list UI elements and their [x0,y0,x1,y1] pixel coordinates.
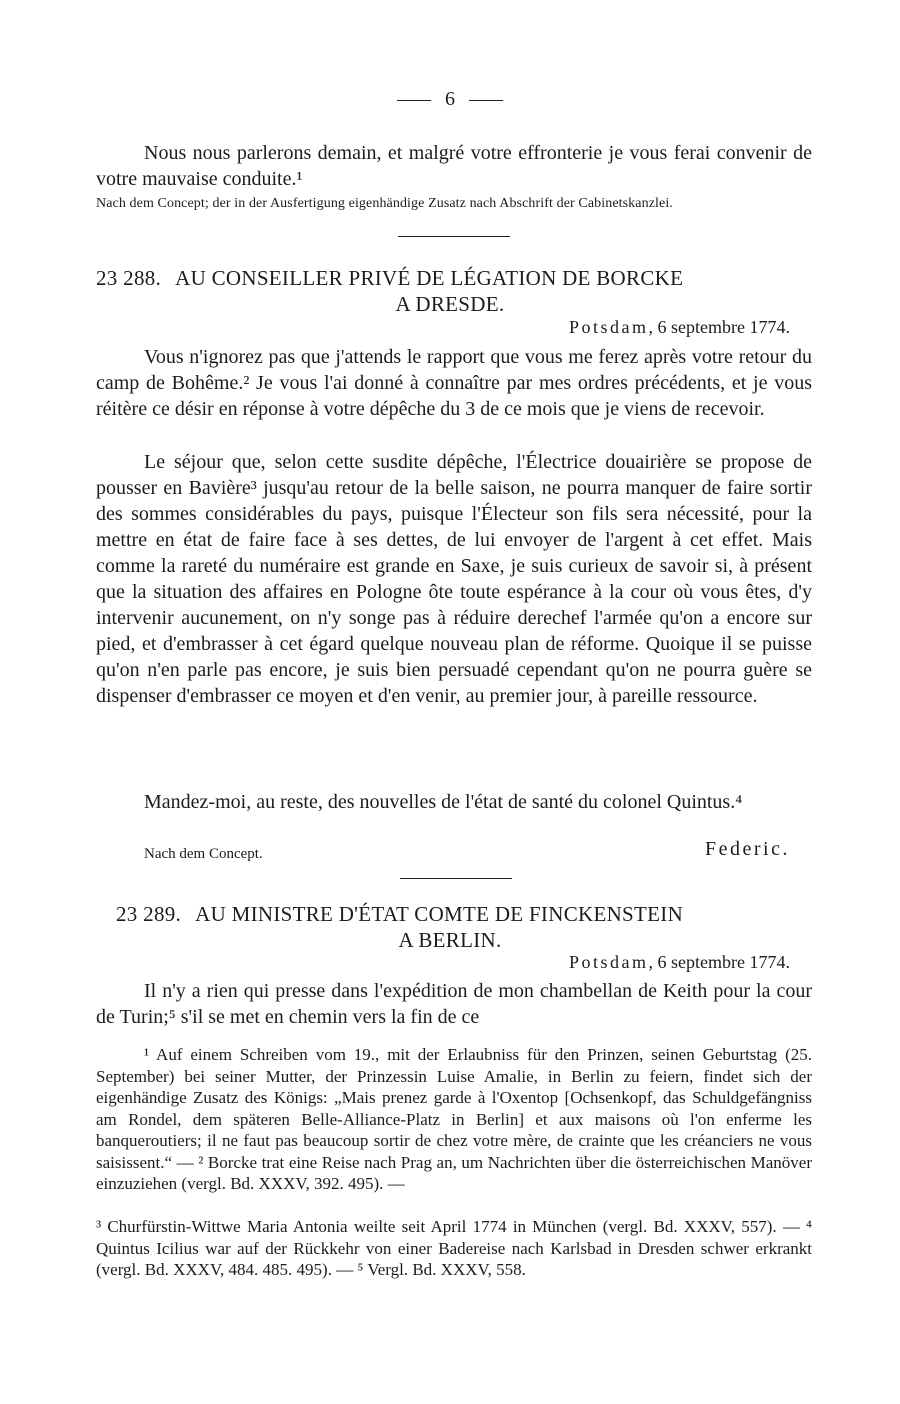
page-number-dash-left [397,100,431,101]
letter-paragraph: Vous n'ignorez pas que j'attends le rapport que vous me ferez après votre retour du camp de Bohême.² Je vous l'ai donné à connaître par mes ordres précédents, et je vous réitère ce désir en réponse à votre dépêche du 3 de ce mois que je viens de recevoir. [96,346,812,420]
letter-number: 23 289. [116,902,182,926]
letter-heading-line1: AU CONSEILLER PRIVÉ DE LÉGATION DE BORCKE [175,266,684,290]
letter-heading-line2: A DRESDE. [395,292,505,316]
letter-number: 23 288. [96,266,162,290]
section-divider [400,878,512,879]
letter-date: , 6 septembre 1774. [648,952,790,972]
page-number [0,88,900,111]
letter-paragraph: Mandez-moi, au reste, des nouvelles de l'état de santé du colonel Quintus.⁴ [144,791,743,813]
footnote-block: ¹ Auf einem Schreiben vom 19., mit der Erlaubniss für den Prinzen, seinen Geburtstag (25. September) bei seiner Mutter, der Prinzessin Luise Amalie, in Berlin zu feiern, findet sich der eigenhändige Zusatz des Königs: „Mais prenez garde à l'Oxentop [Ochsenkopf, das Schuldgefängniss am Rondel, dem späteren Belle-Alliance-Platz in Berlin] et aux maisons où l'on enferme les banqueroutiers; il ne faut pas beaucoup sortir de chez votre mère, de crainte que les créanciers ne vous saisissent.“ — ² Borcke trat eine Reise nach Prag an, um Nachrichten über die österreichischen Manöver einzuziehen (vergl. Bd. XXXV, 392. 495). — [96,1045,812,1193]
letter-dateline [569,951,790,973]
intro-paragraph: Nous nous parlerons demain, et malgré votre effronterie je vous ferai convenir de votre mauvaise conduite.¹ [96,142,812,190]
letter-heading [116,901,816,927]
letter-signature: Federic. [705,838,790,860]
letter-place: Potsdam [569,317,649,337]
letter-paragraph: Le séjour que, selon cette susdite dépêche, l'Électrice douairière se propose de pousser en Bavière³ jusqu'au retour de la belle saison, ne pourra manquer de faire sortir des sommes considérables du pays, puisque l'Électeur son fils sera nécessité, pour la mettre en état de faire face à ses dettes, de lui envoyer de l'argent à cet effet. Mais comme la rareté du numéraire est grande en Saxe, je suis curieux de savoir si, à présent que la situation des affaires en Pologne ôte toute espérance à la cour où vous êtes, d'y intervenir aucunement, on n'y songe pas à réduire derechef l'armée qu'on a encore sur pied, et d'embrasser à cet égard quelque nouveau plan de réforme. Quoique il se puisse qu'on n'en parle pas encore, je suis bien persuadé cependant qu'on ne pourra guère se dispenser d'embrasser ce moyen et d'en venir, au premier jour, à pareille ressource. [96,451,812,707]
letter-source-note: Nach dem Concept. [144,846,263,862]
letter-paragraph: Il n'y a rien qui presse dans l'expédition de mon chambellan de Keith pour la cour de Turin;⁵ s'il se met en chemin vers la fin de ce [96,980,812,1028]
letter-heading-line1: AU MINISTRE D'ÉTAT COMTE DE FINCKENSTEIN [195,902,684,926]
section-divider [398,236,510,237]
intro-source-note: Nach dem Concept; der in der Ausfertigung eigenhändige Zusatz nach Abschrift der Cabinetskanzlei. [96,196,673,211]
footnote-block: ³ Churfürstin-Wittwe Maria Antonia weilte seit April 1774 in München (vergl. Bd. XXXV, 557). — ⁴ Quintus Icilius war auf der Rückkehr von einer Badereise nach Karlsbad in Dresden schwer erkrankt (vergl. Bd. XXXV, 484. 485. 495). — ⁵ Vergl. Bd. XXXV, 558. [96,1217,812,1279]
letter-date: , 6 septembre 1774. [648,317,790,337]
letter-place: Potsdam [569,952,649,972]
letter-heading-line2: A BERLIN. [398,928,502,952]
page-number-dash-right [469,100,503,101]
letter-heading [96,265,812,291]
letter-dateline [569,316,790,338]
page-number-value: 6 [445,88,455,110]
